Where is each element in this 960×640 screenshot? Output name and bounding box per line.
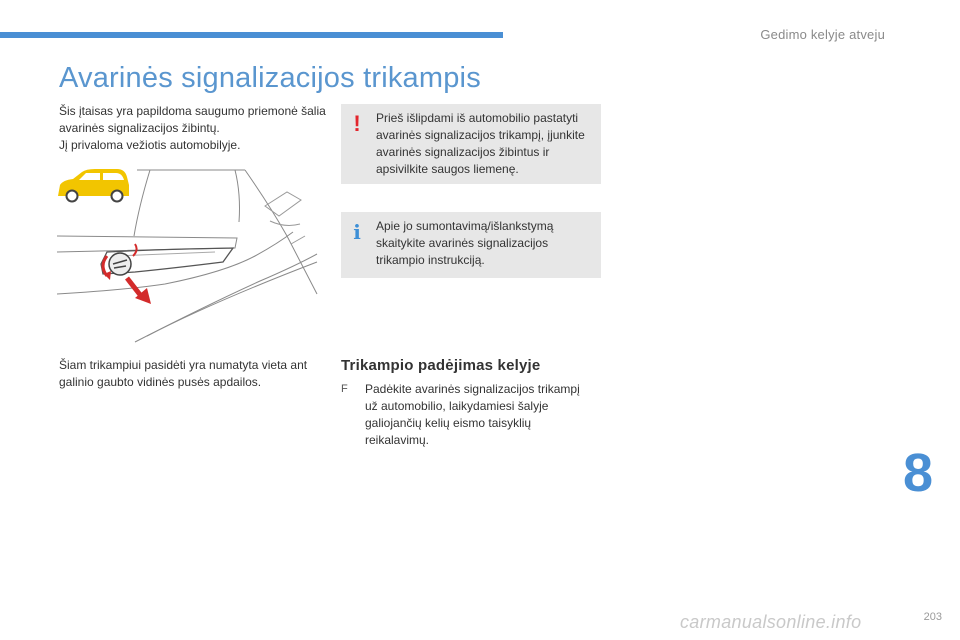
section-header: Gedimo kelyje atveju	[760, 27, 885, 42]
top-accent-bar	[0, 32, 503, 38]
exclamation-icon: !	[353, 111, 361, 136]
watermark: carmanualsonline.info	[680, 612, 862, 632]
info-icon: i	[353, 220, 361, 244]
intro-line: Jį privaloma vežiotis automobilyje.	[59, 138, 241, 152]
car-icon	[58, 169, 129, 202]
info-text: Apie jo sumontavimą/išlankstymą skaitykite avarinės signalizacijos trikampio instrukciją.	[376, 219, 554, 267]
step-item	[341, 381, 591, 449]
warning-text: Prieš išlipdami iš automobilio pastatyti avarinės signalizacijos trikampį, įjunkite avarinės signalizacijos žibintus ir apsivilkite saugos liemenę.	[376, 111, 585, 176]
step-text: Padėkite avarinės signalizacijos trikampį už automobilio, laikydamiesi šalyje galiojančių kelių eismo taisyklių reikalavimų.	[365, 382, 580, 447]
intro-line: Šis įtaisas yra papildoma saugumo priemonė šalia avarinės signalizacijos žibintų.	[59, 104, 326, 135]
section-heading: Trikampio padėjimas kelyje	[341, 357, 541, 374]
chapter-number: 8	[903, 443, 934, 503]
triangle-storage-illustration	[55, 166, 320, 344]
warning-box	[341, 104, 601, 184]
step-bullet-icon: F	[341, 383, 348, 395]
page-title: Avarinės signalizacijos trikampis	[59, 62, 481, 94]
page-number: 203	[923, 611, 942, 623]
fixing-knob	[103, 244, 137, 280]
removal-arrow	[127, 278, 151, 304]
info-box	[341, 212, 601, 278]
intro-text	[59, 103, 329, 154]
storage-location-text: Šiam trikampiui pasidėti yra numatyta vieta ant galinio gaubto vidinės pusės apdailos.	[59, 358, 308, 389]
